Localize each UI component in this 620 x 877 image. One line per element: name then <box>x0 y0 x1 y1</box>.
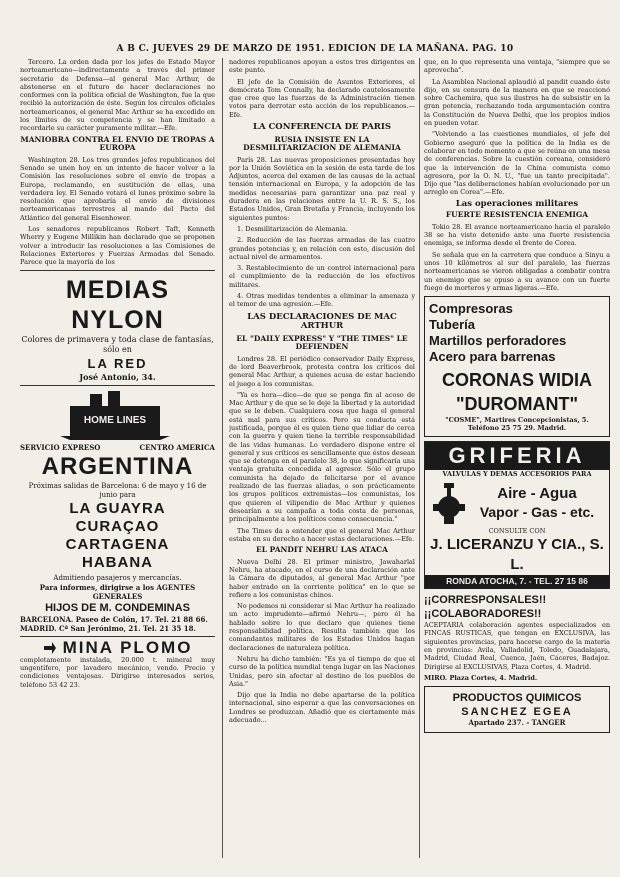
ad-title: ¡¡COLABORADORES!! <box>424 608 542 621</box>
ad-line: Compresoras <box>429 301 513 317</box>
column-3 <box>424 58 610 737</box>
article-text: "Ya es hora—dice—de que se ponga fin al acoso de Mac Arthur y de que se le deje la libertad y la autoridad que se le deben. Cualquiera cosa que haga el general está mal para sus críticos. Pero su conducta está justificada, porque él es quien tiene que lidiar de cerca con la guerra y quien tiene la terrible responsabilidad de las vidas humanas. Lo verdadero dispone entre el general y sus críticos es sencillamente que éstos desean que se detenga en el paralelo 38, lo que significaría una ventaja gratuita concedida al agresor. Sólo el grupo comunista ha dejado de felicitarse por el avance realizado de las fuerzas aliadas, o son prácticamente los grupos políticos extremistas—los comunistas, los que quieren el vilipendio de Mac Arthur y quienes desearían a su campaña a toda costa de personas, principalmente a los políticos como consecuencia." <box>229 390 415 524</box>
ad-item: Vapor - Gas - etc. <box>479 504 595 521</box>
company: J. LICERANZU Y CIA., S. L. <box>430 536 604 574</box>
divider <box>20 385 215 386</box>
article-text: Tercero. La orden dada por los jefes de Estado Mayor norteamericano—indirectamente a través del primer secretario de Defensa—al general Mac Arthur, de abstenerse en el futuro de hacer declaraciones no conformes con la política oficial de Washington, fue la que recibió la autorización de éste. Según los círculos oficiales norteamericanos, el general Mac Arthur se ha excedido en los límites de su competencia y se han limitado a recordarle su carácter puramente militar.—Efe. <box>20 58 215 133</box>
article-text: nadores republicanos apoyan a estos tres dirigentes en este punto. <box>229 58 415 75</box>
ad-address: RONDA ATOCHA, 7. - TEL. 27 15 86 <box>425 575 609 588</box>
column-divider <box>222 58 223 858</box>
subheadline: FUERTE RESISTENCIA ENEMIGA <box>445 210 589 220</box>
list-point: 1. Desmilitarización de Alemania. <box>237 224 348 233</box>
article-text: Washington 28. Los tres grandes jefes republicanos del Senado se unen hoy en un intento de hacer volver a la Comisión las resoluciones sobre el envío de tropas a Europa, reclamando, en sustitución de ellas, una verdadera ley. El Senado votará el lunes próximo sobre la resolución que aprobaría el envío de divisiones norteamericanas terrestres al mando del Pacto del Atlántico del general Eisenhower. <box>20 155 215 222</box>
ad-home-lines <box>20 390 215 633</box>
ad-sign: MIRO. Plaza Cortes, 4. Madrid. <box>424 673 538 682</box>
ad-address: José Antonio, 34. <box>79 371 156 382</box>
headline: LAS DECLARACIONES DE MAC ARTHUR <box>247 311 397 332</box>
subheadline: RUSIA INSISTE EN LA DESMILITARIZACION DE ALEMANIA <box>243 134 401 153</box>
port: HABANA <box>82 553 153 571</box>
article-text: París 28. Las nuevas proposiciones presentadas hoy por la Unión Soviética en la sesión de esta tarde de los Adjuntos, acerca del examen de las causas de la actual tensión internacional en Europa, y la adopción de las medidas necesarias para garantizar una paz real y duradera en las relaciones entre la U. R. S. S., los Estados Unidos, Gran Bretaña y Francia, incluyendo los siguientes puntos: <box>229 155 415 222</box>
service: SERVICIO EXPRESO <box>20 442 101 452</box>
divider <box>20 636 215 637</box>
headline: LA CONFERENCIA DE PARIS <box>253 122 391 133</box>
home-lines-logo <box>20 390 215 440</box>
ad-mina-plomo <box>20 637 215 689</box>
article-text: que, en lo que representa una ventaja, "siempre que se aprovecha". <box>424 58 610 75</box>
subheadline: EL "DAILY EXPRESS" Y "THE TIMES" LE DEFIENDEN <box>236 333 408 352</box>
article-text: Londres 28. El periódico conservador Daily Express, de lord Beaverbrook, protesta contra los críticos del general Mac Arthur, a quienes acusa de estar haciendo el juego a los comunistas. <box>229 354 415 388</box>
column-2 <box>229 58 415 727</box>
page-header: A B C. JUEVES 29 DE MARZO DE 1951. EDICION DE LA MAÑANA. PAG. 10 <box>116 44 514 54</box>
ad-note: Admitiendo pasajeros y mercancías. <box>53 573 182 582</box>
pointing-hand-icon <box>43 640 57 656</box>
list-point: 3. Restablecimiento de un control internacional para el cumplimiento de la reducción de los efectivos militares. <box>229 264 415 289</box>
article-text: La Asamblea Nacional aplaudió al pandit cuando éste dijo, en su censura de la manera en que se reaccionó sobre Cachemira, que sus ilustres ha de subsistir en la gran potencia, rechazando toda argumentación contra la Constitución de Nueva Delhi, que los propios indios en pueden votar. <box>424 77 610 128</box>
port: LA GUAYRA <box>69 499 166 517</box>
headline: MANIOBRA CONTRA EL ENVIO DE TROPAS A EUROPA <box>20 134 215 153</box>
departures: Próximas salidas de Barcelona: 6 de mayo y 16 de junio para <box>28 481 207 499</box>
ad-subtitle: VALVULAS Y DEMAS ACCESORIOS PARA <box>442 470 592 479</box>
ad-medias-nylon <box>20 275 215 382</box>
ad-store: LA RED <box>87 355 148 371</box>
port: CARTAGENA <box>65 535 170 553</box>
ad-title: GRIFERIA <box>425 442 609 470</box>
ad-title: MINA PLOMO <box>62 637 193 657</box>
ad-griferia <box>424 441 610 589</box>
ad-item: Aire - Agua <box>497 485 577 503</box>
brand: CORONAS WIDIA <box>442 370 592 391</box>
valve-icon <box>429 481 469 525</box>
port: CURAÇAO <box>75 517 160 535</box>
ad-name: SANCHEZ EGEA <box>461 706 573 719</box>
office-madrid: MADRID. Cª San Jerónimo, 21. Tel. 21 35 18. <box>20 623 196 633</box>
list-point: 4. Otras medidas tendentes a eliminar la amenaza y el temor de una agresión.—Efe. <box>229 292 415 309</box>
article-text: Se señala que en la carretera que conduce a Sinyu a unos 10 kilómetros al sur del paralelo, las fuerzas norteamericanas se vieron obligadas a combatir contra un enemigo que se opuso a su avance con un fuerte fuego de morteros y armas ligeras.—Efe. <box>424 250 610 292</box>
article-text: Dijo que la India no debe apartarse de la política internacional, sino esperar a que las conversaciones en Londres se produzcan. Añadió que es ciertamente más adecuado... <box>229 691 415 724</box>
ad-title: MEDIAS NYLON <box>65 275 170 334</box>
ad-address: "COSME", Martires Concepcionistas, 5. Teléfono 25 75 29. Madrid. <box>445 416 589 433</box>
article-text: "Volviendo a las cuestiones mundiales, el jefe del Gobierno aseguró que la política de la India es de colaborar en todo momento a que se reúna en una mesa de conferencias. Sobre la cuestión coreana, consideró que la intervención de la China comunista como agresora, por la O. N. U., "fue un tanto precipitada". Dijo que "las deliberaciones habían evolucionado por un arreglo en Corea".—Efe. <box>424 130 610 197</box>
ad-line: Acero para barrenas <box>429 349 556 365</box>
article-text: The Times da a entender que el general Mac Arthur estaba en su derecho a hacer estas declaraciones.—Efe. <box>229 526 415 543</box>
ad-consult: CONSULTE CON <box>488 527 546 536</box>
section-headline: Las operaciones militares <box>455 198 579 209</box>
ad-address: Apartado 237. - TANGER <box>468 718 566 728</box>
column-1 <box>20 58 215 692</box>
list-point: 2. Reducción de las fuerzas armadas de las cuatro grandes potencias y, en relación con esto, discusión del actual nivel de armamentos. <box>229 236 415 261</box>
article-text: Tokio 28. El avance norteamericano hacia el paralelo 38 se ha visto detenido ante una fuerte resistencia enemiga, se informa desde el frente de Corea. <box>424 222 610 248</box>
subheadline: EL PANDIT NEHRU LAS ATACA <box>256 545 388 555</box>
ad-info: Para informes, dirigirse a los AGENTES GENERALES <box>39 582 196 601</box>
ad-line: Martillos perforadores <box>429 333 567 349</box>
article-text: No podemos ni considerar si Mac Arthur ha realizado un acto imprudente—afirmó Nehru—, pero él ha hablado sobre lo que declaro que quienes tiene responsabilidad política. Resulta también que los comandantes militares de los Estados Unidos hagan declaraciones de naturaleza política. <box>229 602 415 652</box>
ad-title: ¡¡CORRESPONSALES!! <box>424 594 547 607</box>
ad-corresponsales <box>424 593 610 682</box>
agent: HIJOS DE M. CONDEMINAS <box>45 601 190 614</box>
ad-productos-quimicos <box>424 686 610 732</box>
route: CENTRO AMERICA <box>139 442 215 452</box>
ad-text: ACEPTARIA colaboración agentes especializados en FINCAS RUSTICAS, que tengan en EXCLUSIVA, las siguientes provincias, para hacerse cargo de la materia en provincias: Avila, Valladolid, Toledo, Guadalajara, Madrid, Ciudad Real, Cuenca, Jaén, Cáceres, Badajoz. Dirigirse al EXCLUSIVAS, Plaza Cortes, 4. Madrid. <box>424 621 610 671</box>
column-divider <box>419 58 420 858</box>
article-text: El jefe de la Comisión de Asuntos Exteriores, el demócrata Tom Connally, ha declarado cautelosamente que cree que las fuerzas de la Administración tienen votos para derrotar esta acción de los republicanos.—Efe. <box>229 77 415 119</box>
office-barcelona: BARCELONA. Paseo de Colón, 17. Tel. 21 88 66. <box>20 614 208 624</box>
ad-text: Colores de primavera y toda clase de fantasías, sólo en <box>21 334 214 354</box>
article-text: Nueva Delhi 28. El primer ministro, Jawaharlal Nehru, ha atacado, en el curso de una declaración ante la Cámara de diputados, al general Mac Arthur "por haber entrado en la corriente política" en lo que se refiere a los comunistas chinos. <box>229 557 415 599</box>
divider <box>20 270 215 271</box>
ad-title: PRODUCTOS QUIMICOS <box>452 692 582 705</box>
brand: "DUROMANT" <box>455 394 579 415</box>
article-text: Nehru ha dicho también: "Es ya el tiempo de que el curso de la política mundial tenga lugar en las Naciones Unidas, pero sin afectar al destino de los pueblos de Asia." <box>229 654 415 688</box>
destination: ARGENTINA <box>41 452 194 480</box>
logo-text: HOME LINES <box>83 414 147 426</box>
ad-line: Tubería <box>429 317 475 333</box>
article-text: Los senadores republicanos Robert Taft, Kenneth Wherry y Eugene Millikin han declarado que se proponen volver a introducir las resoluciones a las Comisiones de Relaciones Exteriores y Fuerzas Armadas del Senado. Parece que la mayoría de los <box>20 225 215 267</box>
ad-text: completamente instalada, 20.000 t. mineral muy ungentífero, por lavadero mecánico, vendo. Precio y condiciones ventajosas. Dirigirse interesados serios, teléfono 53 42 23. <box>20 655 215 689</box>
service-line <box>20 444 215 452</box>
ad-duromant <box>424 296 610 437</box>
